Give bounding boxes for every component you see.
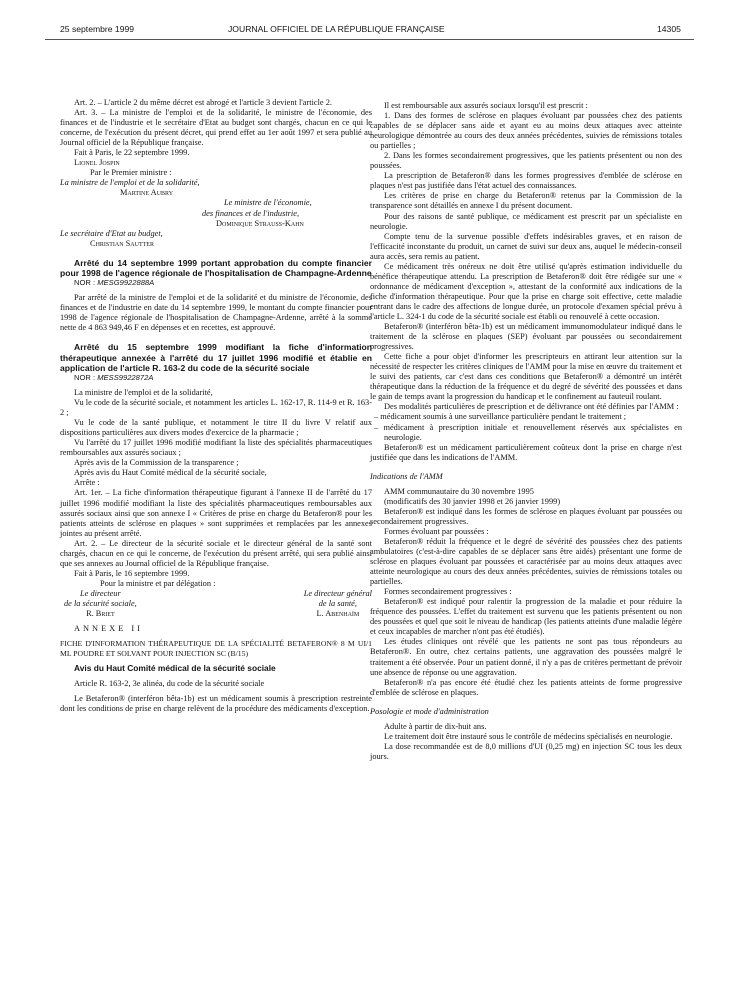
director-ss-title-2: de la sécurité sociale,: [64, 598, 137, 608]
header-date: 25 septembre 1999: [60, 24, 135, 34]
director-health-title-1: Le directeur général: [303, 588, 372, 598]
paragraph-indicated: Betaferon® est indiqué dans les formes de sclérose en plaques évoluant par poussées ou secondairement progressives.: [370, 506, 682, 526]
paragraph-immunomodulator: Betaferon® (interféron bêta-1b) est un médicament immunomodulateur indiqué dans le traitement de la sclérose en plaques (SEP) évoluant par poussées ou secondairement progressives.: [370, 322, 682, 352]
visa-2: Vu le code de la santé publique, et notamment le titre II du livre V relatif aux dispositions particulières aux divers modes d'exercice de la pharmacie ;: [60, 418, 372, 438]
by-prime-minister: Par le Premier ministre :: [90, 168, 172, 178]
minister-employment-title: La ministre de l'emploi et de la solidarité,: [60, 178, 200, 188]
indications-heading: Indications de l'AMM: [370, 471, 443, 481]
decree-article-2: Art. 2. – L'article 2 du même décret est abrogé et l'article 3 devient l'article 2.: [74, 98, 332, 107]
modality-item-1: – médicament soumis à une surveillance particulière pendant le traitement ;: [374, 412, 627, 422]
reimbursement-intro: Il est remboursable aux assurés sociaux lorsqu'il est prescrit :: [384, 101, 588, 110]
visa-5: Après avis du Haut Comité médical de la sécurité sociale,: [74, 468, 267, 478]
paragraph-purpose: Cette fiche a pour objet d'informer les prescripteurs en attirant leur attention sur la nécessité de respecter les critères cliniques de l'AMM pour la mise en œuvre du traitement et le suivi des patients, car c'est dans ces conditions que Betaferon® a démontré un intérêt thérapeutique dans la réduction de la fréquence et du degré de sévérité des poussées et dans le gain de temps avant la progression du handicap et le confinement au fauteuil roulant.: [370, 352, 682, 402]
order-article-2: Art. 2. – Le directeur de la sécurité sociale et le directeur général de la santé sont chargés, chacun en ce qui le concerne, de l'exécution du présent arrêté, qui sera publié ainsi que ses annexes au Journal officiel de la République française.: [60, 538, 372, 568]
visa-4: Après avis de la Commission de la transparence ;: [74, 458, 239, 468]
modality-item-2: – médicament à prescription initiale et renouvellement réservés aux spécialistes en neurologie.: [374, 422, 682, 442]
paragraph-not-studied: Betaferon® n'a pas encore été étudié chez les patients atteints de forme progressive d'emblée de sclérose en plaques.: [370, 677, 682, 697]
header-page-number: 14305: [657, 24, 681, 34]
header-rule: [45, 39, 694, 40]
betaferon-intro: Le Betaferon® (interféron bêta-1b) est un médicament soumis à prescription restreinte dont les conditions de prise en charge relèvent de la procédure des médicaments d'exception.: [60, 693, 372, 713]
amm-amendments: (modificatifs des 30 janvier 1998 et 26 janvier 1999): [384, 496, 561, 506]
director-ss-title-1: Le directeur: [80, 588, 121, 598]
minister-economy-title-1: Le ministre de l'économie,: [224, 198, 312, 208]
paragraph-secondary: Betaferon® est indiqué pour ralentir la progression de la maladie et pour réduire la fréquence des poussées. L'effet du traitement est survenu que les patients présentent ou non des poussées et quel que soit le niveau de handicap (les patients atteints d'une maladie légère et ceux incapables de marcher n'ont pas été étudiés).: [370, 597, 682, 637]
signatory-sautter: Christian Sautter: [90, 238, 154, 248]
signatory-strauss-kahn: Dominique Strauss-Kahn: [216, 218, 304, 228]
indication-condition-1: 1. Dans des formes de sclérose en plaques évoluant par poussées chez des patients capables de se déplacer sans aide et ayant eu au moins deux attaques avec atteinte neurologique démontrée au cours des deux années précédentes, suivies de rémissions totales ou partielles ;: [370, 111, 682, 151]
signatory-abenhaim: L. Abenhaïm: [316, 609, 360, 619]
signature-block: [60, 589, 372, 619]
dosage-heading: Posologie et mode d'administration: [370, 706, 489, 716]
delegation-line: Pour la ministre et par délégation :: [100, 578, 216, 588]
decree-2-nor: NOR : MESS9922872A: [74, 372, 154, 382]
decree-2-title: Arrêté du 15 septembre 1999 modifiant la fiche d'information thérapeutique annexée à l'arrêté du 17 juillet 1996 modifié et établie en application de l'article R. 163-2 du code de la sécurité sociale: [60, 342, 372, 373]
secondary-forms-label: Formes secondairement progressives :: [384, 587, 512, 597]
decree-1-body: Par arrêté de la ministre de l'emploi et de la solidarité et du ministre de l'économie, des finances et de l'industrie en date du 14 septembre 1999, le montant du compte financier pour 1998 de l'agence régionale de l'hospitalisation de Champagne-Ardenne, arrêté à la somme nette de 4 863 949,46 F en dépenses et en recettes, est approuvé.: [60, 293, 372, 333]
paragraph-relapsing: Betaferon® réduit la fréquence et le degré de sévérité des poussées chez des patients ambulatoires (c'est-à-dire capables de se déplacer sans être aidés) présentant une forme de sclérose en plaques évoluant par poussées et caractérisée par au moins deux attaques avec atteinte neurologique au cours des deux années précédentes, suivies de rémissions totales ou partielles.: [370, 536, 682, 587]
paragraph-dose: La dose recommandée est de 8,0 millions d'UI (0,25 mg) en injection SC tous les deux jours.: [370, 741, 682, 761]
order-article-1: Art. 1er. – La fiche d'information thérapeutique figurant à l'annexe II de l'arrêté du 17 juillet 1996 modifié modifiant la liste des spécialités pharmaceutiques remboursables aux assurés sociaux ainsi que son annexe I « Critères de prise en charge du Betaferon® pour les patients atteints de sclérose en plaques » sont supprimées et remplacées par les annexes jointes au présent arrêté.: [60, 488, 372, 538]
amm-date: AMM communautaire du 30 novembre 1995: [384, 486, 534, 496]
arrete-heading: Arrête :: [74, 478, 100, 488]
visa-3: Vu l'arrêté du 17 juillet 1996 modifié modifiant la liste des spécialités pharmaceutiques remboursables aux assurés sociaux ;: [60, 438, 372, 458]
minister-preamble: La ministre de l'emploi et de la solidarité,: [74, 388, 213, 397]
minister-economy-title-2: des finances et de l'industrie,: [202, 208, 300, 218]
paragraph-neurologist: Pour des raisons de santé publique, ce médicament est prescrit par un spécialiste en neurologie.: [370, 211, 682, 231]
signature-date-1: Fait à Paris, le 22 septembre 1999.: [74, 148, 190, 158]
decree-1-title: Arrêté du 14 septembre 1999 portant approbation du compte financier pour 1998 de l'agence régionale de l'hospitalisation de Champagne-Ardenne: [60, 257, 372, 278]
paragraph-criteria: Les critères de prise en charge du Betaferon® retenus par la Commission de la transparence sont détaillés en annexe I du présent document.: [370, 191, 682, 211]
relapsing-forms-label: Formes évoluant par poussées :: [384, 526, 489, 536]
paragraph-costly: Betaferon® est un médicament particulièrement coûteux dont la prise en charge n'est justifiée que dans les indications de l'AMM.: [370, 442, 682, 462]
paragraph-treatment-start: Le traitement doit être instauré sous le contrôle de médecins spécialisés en neurologie.: [384, 731, 673, 741]
right-column: [370, 101, 682, 762]
paragraph-clinical-studies: Les études cliniques ont révélé que les patients ne sont pas tous répondeurs au Betaferon®. En outre, chez certains patients, une aggravation des poussées malgré le traitement a été observée. Pour un patient donné, il n'y a pas de critères permettant de prévoir une absence de réponse ou une aggravation.: [370, 637, 682, 677]
paragraph-modalities: Des modalités particulières de prescription et de délivrance ont été définies par l'AMM :: [384, 402, 679, 412]
committee-opinion-heading: Avis du Haut Comité médical de la sécurité sociale: [74, 663, 276, 674]
paragraph-adult: Adulte à partir de dix-huit ans.: [384, 721, 487, 731]
signatory-briet: R. Briet: [86, 609, 115, 619]
signatory-aubry: Martine Aubry: [120, 188, 174, 198]
signature-date-2: Fait à Paris, le 16 septembre 1999.: [74, 568, 190, 578]
annex-heading: ANNEXE II: [74, 624, 143, 634]
signatory-jospin: Lionel Jospin: [74, 158, 120, 168]
annex-fiche-title: FICHE D'INFORMATION THÉRAPEUTIQUE DE LA SPÉCIALITÉ BETAFERON® 8 M UI/1 ML POUDRE ET SOLVANT POUR INJECTION SC (B/15): [60, 639, 372, 658]
budget-secretary-title: Le secrétaire d'Etat au budget,: [60, 228, 163, 238]
paragraph-follow-up-booklet: Compte tenu de la survenue possible d'effets indésirables graves, et en raison de l'efficacité inconstante du produit, un carnet de suivi sur deux ans, auquel le médecin-conseil aura accès, sera remis au patient.: [370, 231, 682, 261]
running-header: [0, 24, 731, 36]
left-column: [60, 98, 372, 714]
paragraph-exceptional-prescription: Ce médicament très onéreux ne doit être utilisé qu'après estimation individuelle du bénéfice thérapeutique attendu. La prescription de Betaferon® doit être rédigée sur une « ordonnance de médicament d'exception », attestant de la conformité aux indications de la fiche d'information thérapeutique. Pour que la prise en charge soit effective, cette maladie entrant dans le cadre des affections de longue durée, un protocole d'examen spécial prévu à l'article L. 324-1 du code de la sécurité sociale est établi ou renouvelé à cette occasion.: [370, 261, 682, 321]
header-journal-title: JOURNAL OFFICIEL DE LA RÉPUBLIQUE FRANÇAISE: [228, 24, 445, 34]
paragraph-progressive-forms: La prescription de Betaferon® dans les formes progressives d'emblée de sclérose en plaques n'est pas justifiée dans l'état actuel des connaissances.: [370, 171, 682, 191]
director-health-title-2: de la santé,: [318, 598, 357, 608]
visa-1: Vu le code de la sécurité sociale, et notamment les articles L. 162-17, R. 114-9 et R. 163-2 ;: [60, 398, 372, 418]
article-reference: Article R. 163-2, 3e alinéa, du code de la sécurité sociale: [74, 678, 265, 688]
indication-condition-2: 2. Dans les formes secondairement progressives, que les patients présentent ou non des poussées.: [370, 151, 682, 171]
decree-1-nor: NOR : MESG9922888A: [74, 278, 155, 288]
decree-article-3: Art. 3. – La ministre de l'emploi et de la solidarité, le ministre de l'économie, des finances et de l'industrie et le secrétaire d'Etat au budget sont chargés, chacun en ce qui le concerne, de l'exécution du présent décret, qui prend effet au 1er août 1997 et sera publié au Journal officiel de la République française.: [60, 108, 372, 148]
